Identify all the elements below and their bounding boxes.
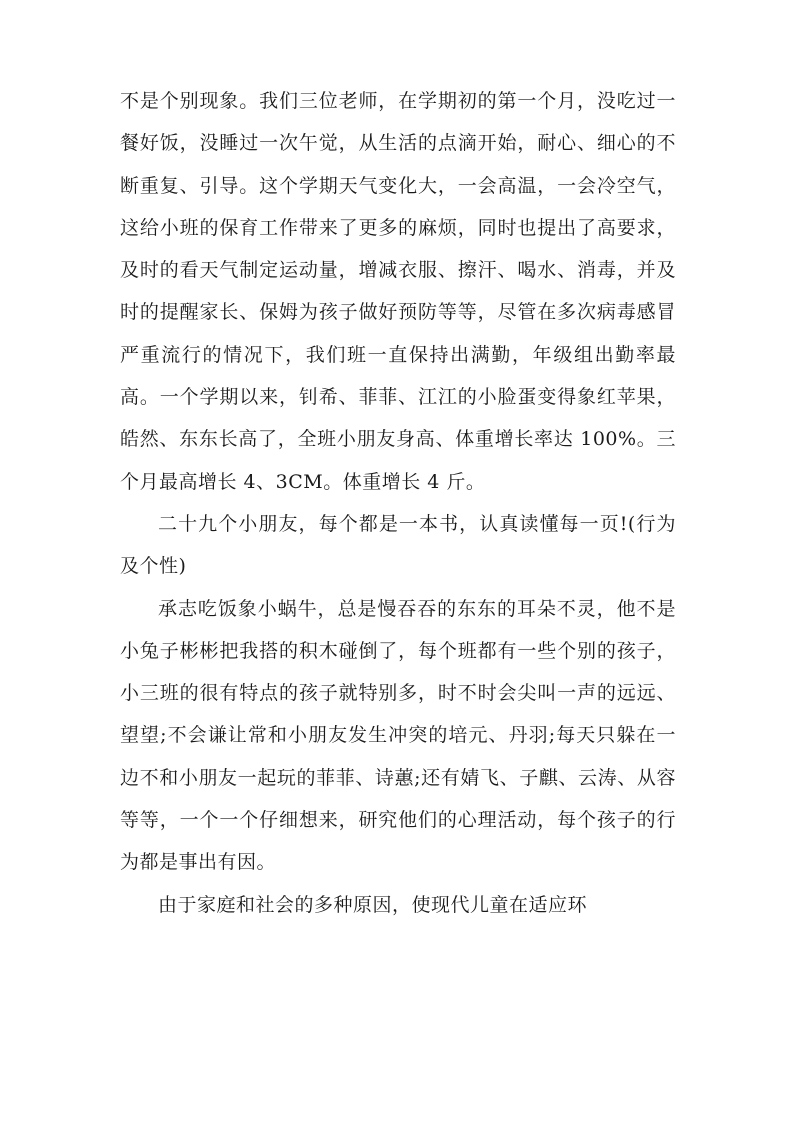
paragraph-4: 由于家庭和社会的多种原因，使现代儿童在适应环 <box>158 893 588 916</box>
paragraph-2: 二十九个小朋友，每个都是一本书，认真读懂每一页!(行为及个性) <box>120 512 676 578</box>
paragraph-3: 承志吃饭象小蜗牛，总是慢吞吞的东东的耳朵不灵，他不是小兔子彬彬把我搭的积木碰倒了，每个班都有一些个别的孩子，小三班的很有特点的孩子就特别多，时不时会尖叫一声的远远、望望;不会谦让常和小朋友发生冲突的培元、丹羽;每天只躲在一边不和小朋友一起玩的菲菲、诗蕙;还有婧飞、子麒、云涛、从容等等，一个一个仔细想来，研究他们的心理活动，每个孩子的行为都是事出有因。 <box>120 597 676 874</box>
document-body <box>120 80 676 926</box>
paragraph-1: 不是个别现象。我们三位老师，在学期初的第一个月，没吃过一餐好饭，没睡过一次午觉，从生活的点滴开始，耐心、细心的不断重复、引导。这个学期天气变化大，一会高温，一会冷空气，这给小班的保育工作带来了更多的麻烦，同时也提出了高要求，及时的看天气制定运动量，增减衣服、擦汗、喝水、消毒，并及时的提醒家长、保姆为孩子做好预防等等，尽管在多次病毒感冒严重流行的情况下，我们班一直保持出满勤，年级组出勤率最高。一个学期以来，钊希、菲菲、江江的小脸蛋变得象红苹果，皓然、东东长高了，全班小朋友身高、体重增长率达 100%。三个月最高增长 4、3CM。体重增长 4 斤。 <box>120 90 676 493</box>
